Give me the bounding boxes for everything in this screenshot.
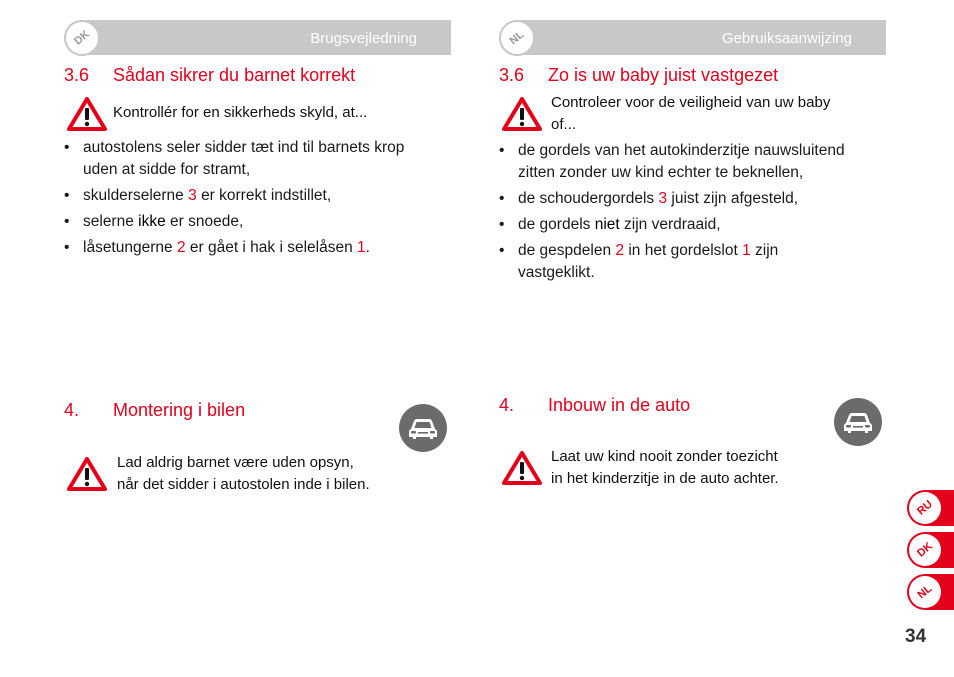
left-header-title: Brugsvejledning [310, 30, 417, 47]
left-header-bar [80, 20, 451, 55]
reference-number: 1 [742, 242, 751, 259]
left-checklist [64, 137, 454, 263]
car-icon [834, 398, 882, 446]
list-item: • låsetungerne 2 er gået i hak i selelåsen 1. [64, 237, 454, 259]
car-icon [399, 404, 447, 452]
left-car-warning-text: Lad aldrig barnet være uden opsyn, når det sidder i autostolen inde i bilen. [117, 454, 370, 493]
list-item: • de gordels niet zijn verdraaid, [499, 214, 889, 236]
list-item: • de schoudergordels 3 juist zijn afgesteld, [499, 188, 889, 210]
list-item: • autostolens seler sidder tæt ind til barnets krop uden at sidde for stramt, [64, 137, 454, 181]
right-checklist [499, 140, 889, 288]
side-tab-ru[interactable]: RU [907, 490, 954, 526]
side-tab-dk[interactable]: DK [907, 532, 954, 568]
left-language-badge: DK [64, 20, 100, 56]
right-header-title: Gebruiksaanwijzing [721, 30, 852, 47]
list-item: • skulderselerne 3 er korrekt indstillet, [64, 185, 454, 207]
side-tab-nl[interactable]: NL [907, 574, 954, 610]
warning-triangle-icon [501, 450, 543, 486]
page-number: 34 [905, 626, 927, 647]
left-warning-text: Kontrollér for en sikkerheds skyld, at... [113, 104, 368, 121]
warning-triangle-icon [501, 96, 543, 132]
warning-triangle-icon [66, 456, 108, 492]
list-item: • de gespdelen 2 in het gordelslot 1 zijn vastgeklikt. [499, 240, 889, 284]
warning-triangle-icon [66, 96, 108, 132]
reference-number: 3 [188, 187, 197, 204]
list-item: • de gordels van het autokinderzitje nauwsluitend zitten zonder uw kind echter te beknellen, [499, 140, 889, 184]
right-car-warning-text: Laat uw kind nooit zonder toezicht in het kinderzitje in de auto achter. [551, 448, 779, 487]
right-header-bar [515, 20, 886, 55]
right-language-badge: NL [499, 20, 535, 56]
right-warning-text: Controleer voor de veiligheid van uw baby of... [551, 94, 831, 133]
reference-number: 1 [357, 239, 366, 256]
reference-number: 2 [615, 242, 625, 259]
reference-number: 2 [176, 239, 186, 256]
list-item: • selerne ikke er snoede, [64, 211, 454, 233]
reference-number: 3 [658, 190, 668, 207]
